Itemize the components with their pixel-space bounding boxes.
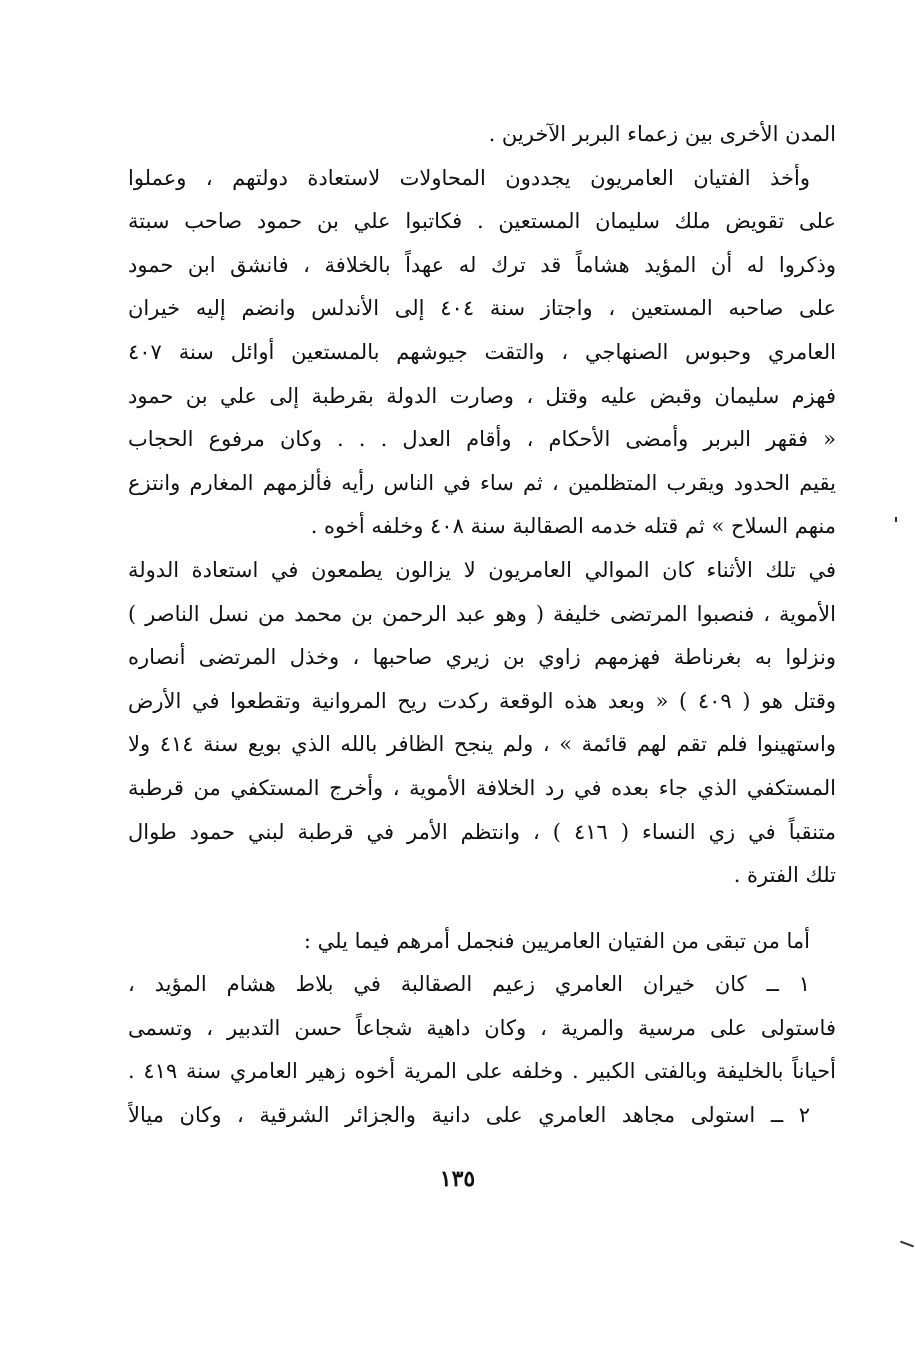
text-line: وذكروا له أن المؤيد هشاماً قد ترك له عهداً بالخلافة ، فانشق ابن حمود: [128, 252, 836, 277]
list-item: ١ ــ كان خيران العامري زعيم الصقالبة في بلاط هشام المؤيد ،: [128, 972, 810, 997]
text-line: على تقويض ملك سليمان المستعين . فكاتبوا علي بن حمود صاحب سبتة: [128, 209, 836, 234]
text-line: العامري وحبوس الصنهاجي ، والتقت جيوشهم بالمستعين أوائل سنة ٤٠٧: [128, 339, 836, 364]
text-line: ونزلوا به بغرناطة فهزمهم زاوي بن زيري صاحبها ، وخذل المرتضى أنصاره: [128, 645, 836, 670]
text-line: وقتل هو ( ٤٠٩ ) « وبعد هذه الوقعة ركدت ريح المروانية وتقطعوا في الأرض: [128, 688, 836, 713]
list-item: ٢ ــ استولى مجاهد العامري على دانية والجزائر الشرقية ، وكان ميالاً: [128, 1103, 810, 1128]
text-line: فاستولى على مرسية والمرية ، وكان داهية شجاعاً حسن التدبير ، وتسمى: [128, 1015, 836, 1040]
text-line: المستكفي الذي جاء بعده في رد الخلافة الأموية ، وأخرج المستكفي من قرطبة: [128, 775, 836, 800]
text-line: في تلك الأثناء كان الموالي العامريون لا يزالون يطمعون في استعادة الدولة: [128, 557, 836, 582]
text-line: على صاحبه المستعين ، واجتاز سنة ٤٠٤ إلى الأندلس وانضم إليه خيران: [128, 296, 836, 321]
text-line: الأموية ، فنصبوا المرتضى خليفة ( وهو عبد الرحمن بن محمد من نسل الناصر ): [128, 601, 836, 626]
text-line: « فقهر البربر وأمضى الأحكام ، وأقام العدل . . . وكان مرفوع الحجاب: [128, 427, 836, 452]
text-line: متنقباً في زي النساء ( ٤١٦ ) ، وانتظم الأمر في قرطبة لبني حمود طوال: [128, 819, 836, 844]
text-line: يقيم الحدود ويقرب المتظلمين ، ثم ساء في الناس رأيه فألزمهم المغارم وانتزع: [128, 470, 836, 495]
paragraph-gap: [128, 898, 836, 920]
body-text: [128, 113, 836, 1138]
scan-mark: [895, 517, 897, 522]
text-line: وأخذ الفتيان العامريون يجددون المحاولات لاستعادة دولتهم ، وعملوا: [128, 165, 810, 190]
text-line: واستهينوا فلم تقم لهم قائمة » ، ولم ينجح الظافر بالله الذي بويع سنة ٤١٤ ولا: [128, 732, 836, 757]
scan-mark: [900, 1241, 914, 1248]
text-line: أحياناً بالخليفة وبالفتى الكبير . وخلفه على المرية أخوه زهير العامري سنة ٤١٩ .: [128, 1059, 836, 1084]
text-line: تلك الفترة .: [733, 863, 836, 888]
text-line: منهم السلاح » ثم قتله خدمه الصقالبة سنة ٤٠٨ وخلفه أخوه .: [310, 514, 836, 539]
text-line: المدن الأخرى بين زعماء البربر الآخرين .: [488, 122, 836, 146]
text-line: أما من تبقى من الفتيان العامريين فنجمل أمرهم فيما يلي :: [303, 928, 810, 953]
text-line: فهزم سليمان وقبض عليه وقتل ، وصارت الدولة بقرطبة إلى علي بن حمود: [128, 383, 836, 408]
page-number: ١٣٥: [439, 1166, 476, 1192]
